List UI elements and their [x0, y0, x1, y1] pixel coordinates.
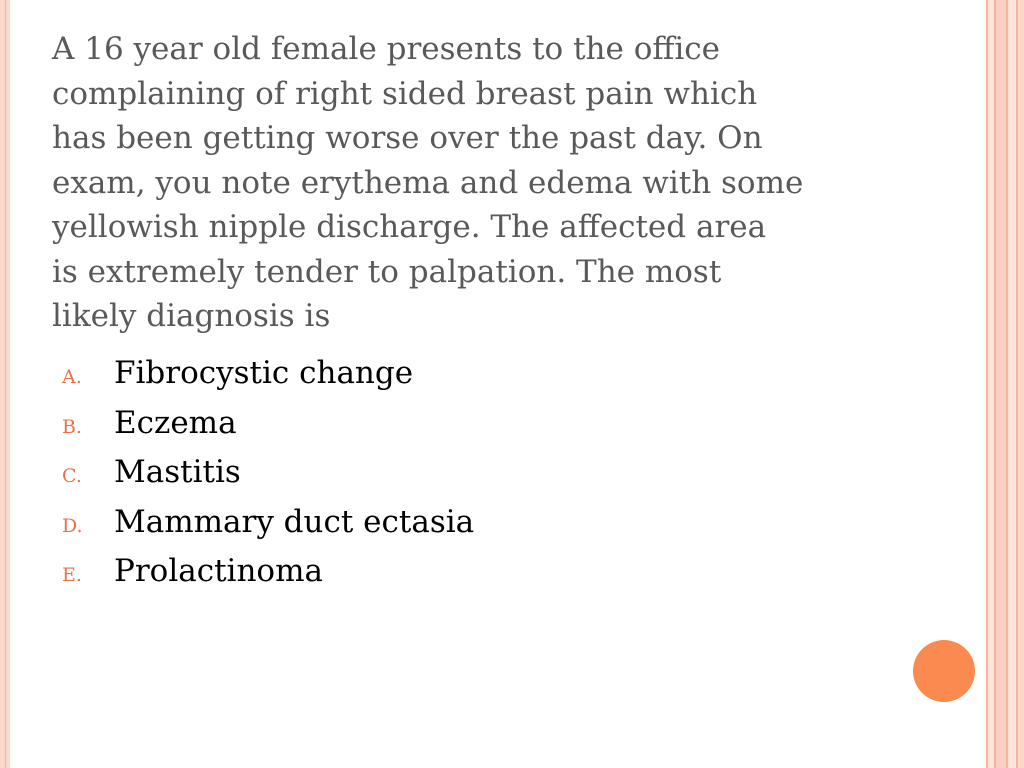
option-b [62, 405, 474, 455]
option-text: Prolactinoma [114, 553, 323, 589]
option-e [62, 553, 474, 603]
option-letter: B. [62, 415, 83, 438]
option-text: Eczema [114, 404, 237, 441]
question-text [52, 27, 892, 339]
option-letter: C. [62, 465, 82, 487]
option-letter: D. [62, 514, 83, 537]
option-text: Fibrocystic change [114, 355, 414, 391]
option-text: Mammary duct ectasia [114, 503, 475, 540]
option-c [62, 454, 474, 504]
option-a [62, 355, 474, 405]
question-line: complaining of right sided breast pain which [52, 75, 758, 112]
answer-options-list [62, 355, 474, 603]
option-d [62, 504, 474, 554]
question-line: is extremely tender to palpation. The most [52, 253, 722, 290]
question-line: A 16 year old female presents to the office [52, 31, 720, 67]
question-line: has been getting worse over the past day. On [52, 120, 763, 156]
option-letter: E. [62, 564, 82, 586]
question-line: exam, you note erythema and edema with some [52, 164, 804, 201]
decorative-circle [913, 640, 975, 702]
right-border-decoration [980, 0, 1024, 768]
left-border-decoration [0, 0, 10, 768]
question-line: yellowish nipple discharge. The affected area [52, 209, 767, 245]
option-letter: A. [62, 366, 82, 388]
option-text: Mastitis [114, 454, 241, 490]
question-line: likely diagnosis is [52, 298, 331, 334]
